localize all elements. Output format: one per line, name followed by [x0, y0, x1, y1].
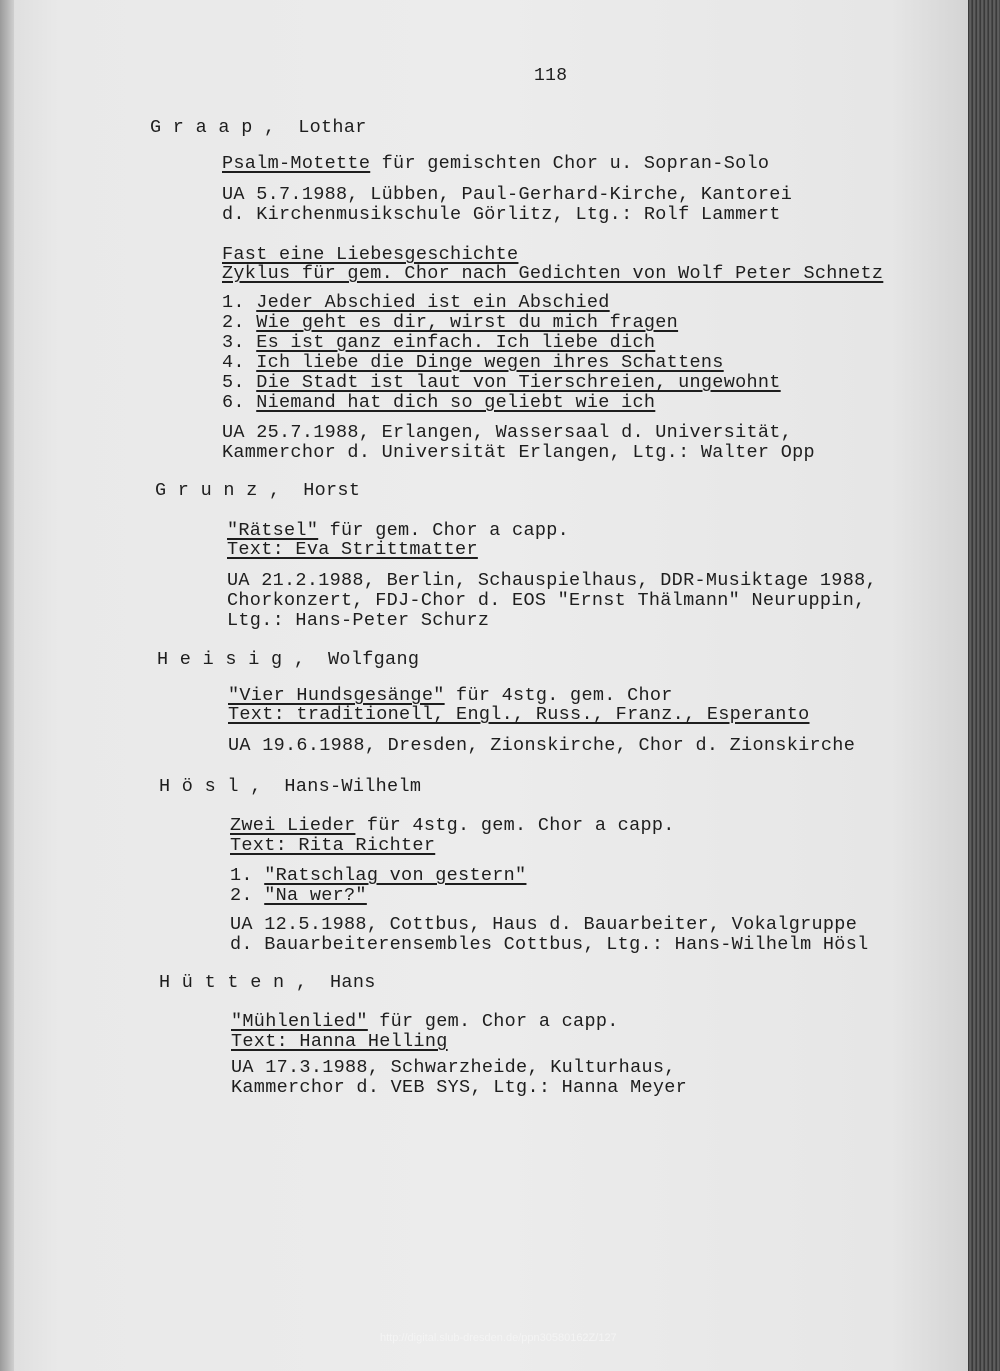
entry-line: [231, 1058, 676, 1078]
entry-line: [227, 591, 866, 611]
line-text: UA 19.6.1988, Dresden, Zionskirche, Chor d. Zionskirche: [228, 735, 856, 756]
line-rest-text: für 4stg. gem. Chor a capp.: [355, 815, 675, 836]
song-title: Die Stadt ist laut von Tierschreien, ungewohnt: [256, 372, 781, 393]
line-text: 3.: [222, 332, 257, 353]
line-text: UA 25.7.1988, Erlangen, Wassersaal d. Universität,: [222, 422, 793, 443]
song-title: Wie geht es dir, wirst du mich fragen: [256, 312, 679, 333]
underlined-text: "Rätsel": [227, 520, 319, 541]
underlined-text: "Vier Hundsgesänge": [228, 685, 445, 706]
entry-line: [222, 205, 781, 225]
underlined-text: Text: Hanna Helling: [231, 1031, 448, 1052]
entry-line: [222, 313, 678, 333]
entry-line: [222, 443, 815, 463]
underlined-text: "Mühlenlied": [231, 1011, 368, 1032]
line-text: UA 21.2.1988, Berlin, Schauspielhaus, DDR-Musiktage 1988,: [227, 570, 877, 591]
entry-line: [227, 521, 569, 541]
song-title: "Ratschlag von gestern": [264, 865, 527, 886]
entry-line: [231, 1078, 687, 1098]
line-text: d. Kirchenmusikschule Görlitz, Ltg.: Rolf Lammert: [222, 204, 781, 225]
song-title: "Na wer?": [264, 885, 367, 906]
entry-line: [222, 353, 724, 373]
entry-line: [222, 154, 769, 174]
entry-line: [222, 393, 655, 413]
song-title: Niemand hat dich so geliebt wie ich: [256, 392, 656, 413]
line-text: UA 12.5.1988, Cottbus, Haus d. Bauarbeiter, Vokalgruppe: [230, 914, 858, 935]
page-number: 118: [534, 66, 568, 86]
underlined-text: Text: Rita Richter: [230, 835, 436, 856]
entry-line: [230, 866, 526, 886]
line-text: Ltg.: Hans-Peter Schurz: [227, 610, 490, 631]
entry-line: [222, 373, 781, 393]
entry-line: [222, 333, 655, 353]
composer-name: H e i s i g , Wolfgang: [157, 649, 420, 670]
entry-line: [231, 1032, 448, 1052]
line-text: 2.: [230, 885, 265, 906]
entry-line: [230, 816, 675, 836]
line-text: 4.: [222, 352, 257, 373]
entry-line: [230, 886, 367, 906]
line-text: 2.: [222, 312, 257, 333]
line-text: UA 5.7.1988, Lübben, Paul-Gerhard-Kirche, Kantorei: [222, 184, 793, 205]
line-text: 6.: [222, 392, 257, 413]
composer-name: H ö s l , Hans-Wilhelm: [159, 776, 422, 797]
entry-line: [222, 185, 792, 205]
song-title: Ich liebe die Dinge wegen ihres Schattens: [256, 352, 724, 373]
underlined-text: Text: Eva Strittmatter: [227, 539, 478, 560]
entry-line: [222, 264, 883, 284]
entry-line: [222, 245, 518, 265]
entry-line: [230, 935, 869, 955]
line-rest-text: für gem. Chor a capp.: [367, 1011, 619, 1032]
page-binding: [0, 0, 14, 1371]
underlined-text: Text: traditionell, Engl., Russ., Franz., Esperanto: [228, 704, 810, 725]
line-text: 5.: [222, 372, 257, 393]
entry-line: [228, 736, 855, 756]
source-url: http://digital.slub-dresden.de/ppn30580162Z/127: [380, 1332, 617, 1344]
line-text: 1.: [230, 865, 265, 886]
entry-line: [227, 540, 478, 560]
underlined-text: Zyklus für gem. Chor nach Gedichten von Wolf Peter Schnetz: [222, 263, 884, 284]
underlined-text: Fast eine Liebesgeschichte: [222, 244, 519, 265]
entry-line: [231, 1012, 619, 1032]
underlined-text: Zwei Lieder: [230, 815, 356, 836]
song-title: Jeder Abschied ist ein Abschied: [256, 292, 610, 313]
line-text: Kammerchor d. Universität Erlangen, Ltg.: Walter Opp: [222, 442, 815, 463]
entry-line: [227, 611, 489, 631]
entry-line: [227, 571, 877, 591]
underlined-text: Psalm-Motette: [222, 153, 371, 174]
composer-name: G r u n z , Horst: [155, 480, 361, 501]
song-title: Es ist ganz einfach. Ich liebe dich: [256, 332, 656, 353]
line-text: UA 17.3.1988, Schwarzheide, Kulturhaus,: [231, 1057, 676, 1078]
entry-line: [230, 836, 435, 856]
composer-name: H ü t t e n , Hans: [159, 972, 376, 993]
line-rest-text: für gem. Chor a capp.: [318, 520, 570, 541]
line-rest-text: für gemischten Chor u. Sopran-Solo: [370, 153, 770, 174]
line-text: Kammerchor d. VEB SYS, Ltg.: Hanna Meyer: [231, 1077, 688, 1098]
entry-line: [230, 915, 857, 935]
composer-name: G r a a p , Lothar: [150, 117, 367, 138]
line-rest-text: für 4stg. gem. Chor: [444, 685, 673, 706]
entry-line: [228, 705, 810, 725]
entry-line: [222, 423, 792, 443]
line-text: d. Bauarbeiterensembles Cottbus, Ltg.: Hans-Wilhelm Hösl: [230, 934, 869, 955]
entry-line: [228, 686, 673, 706]
entry-line: [222, 293, 610, 313]
book-edge: [968, 0, 1000, 1371]
line-text: Chorkonzert, FDJ-Chor d. EOS "Ernst Thälmann" Neuruppin,: [227, 590, 866, 611]
line-text: 1.: [222, 292, 257, 313]
